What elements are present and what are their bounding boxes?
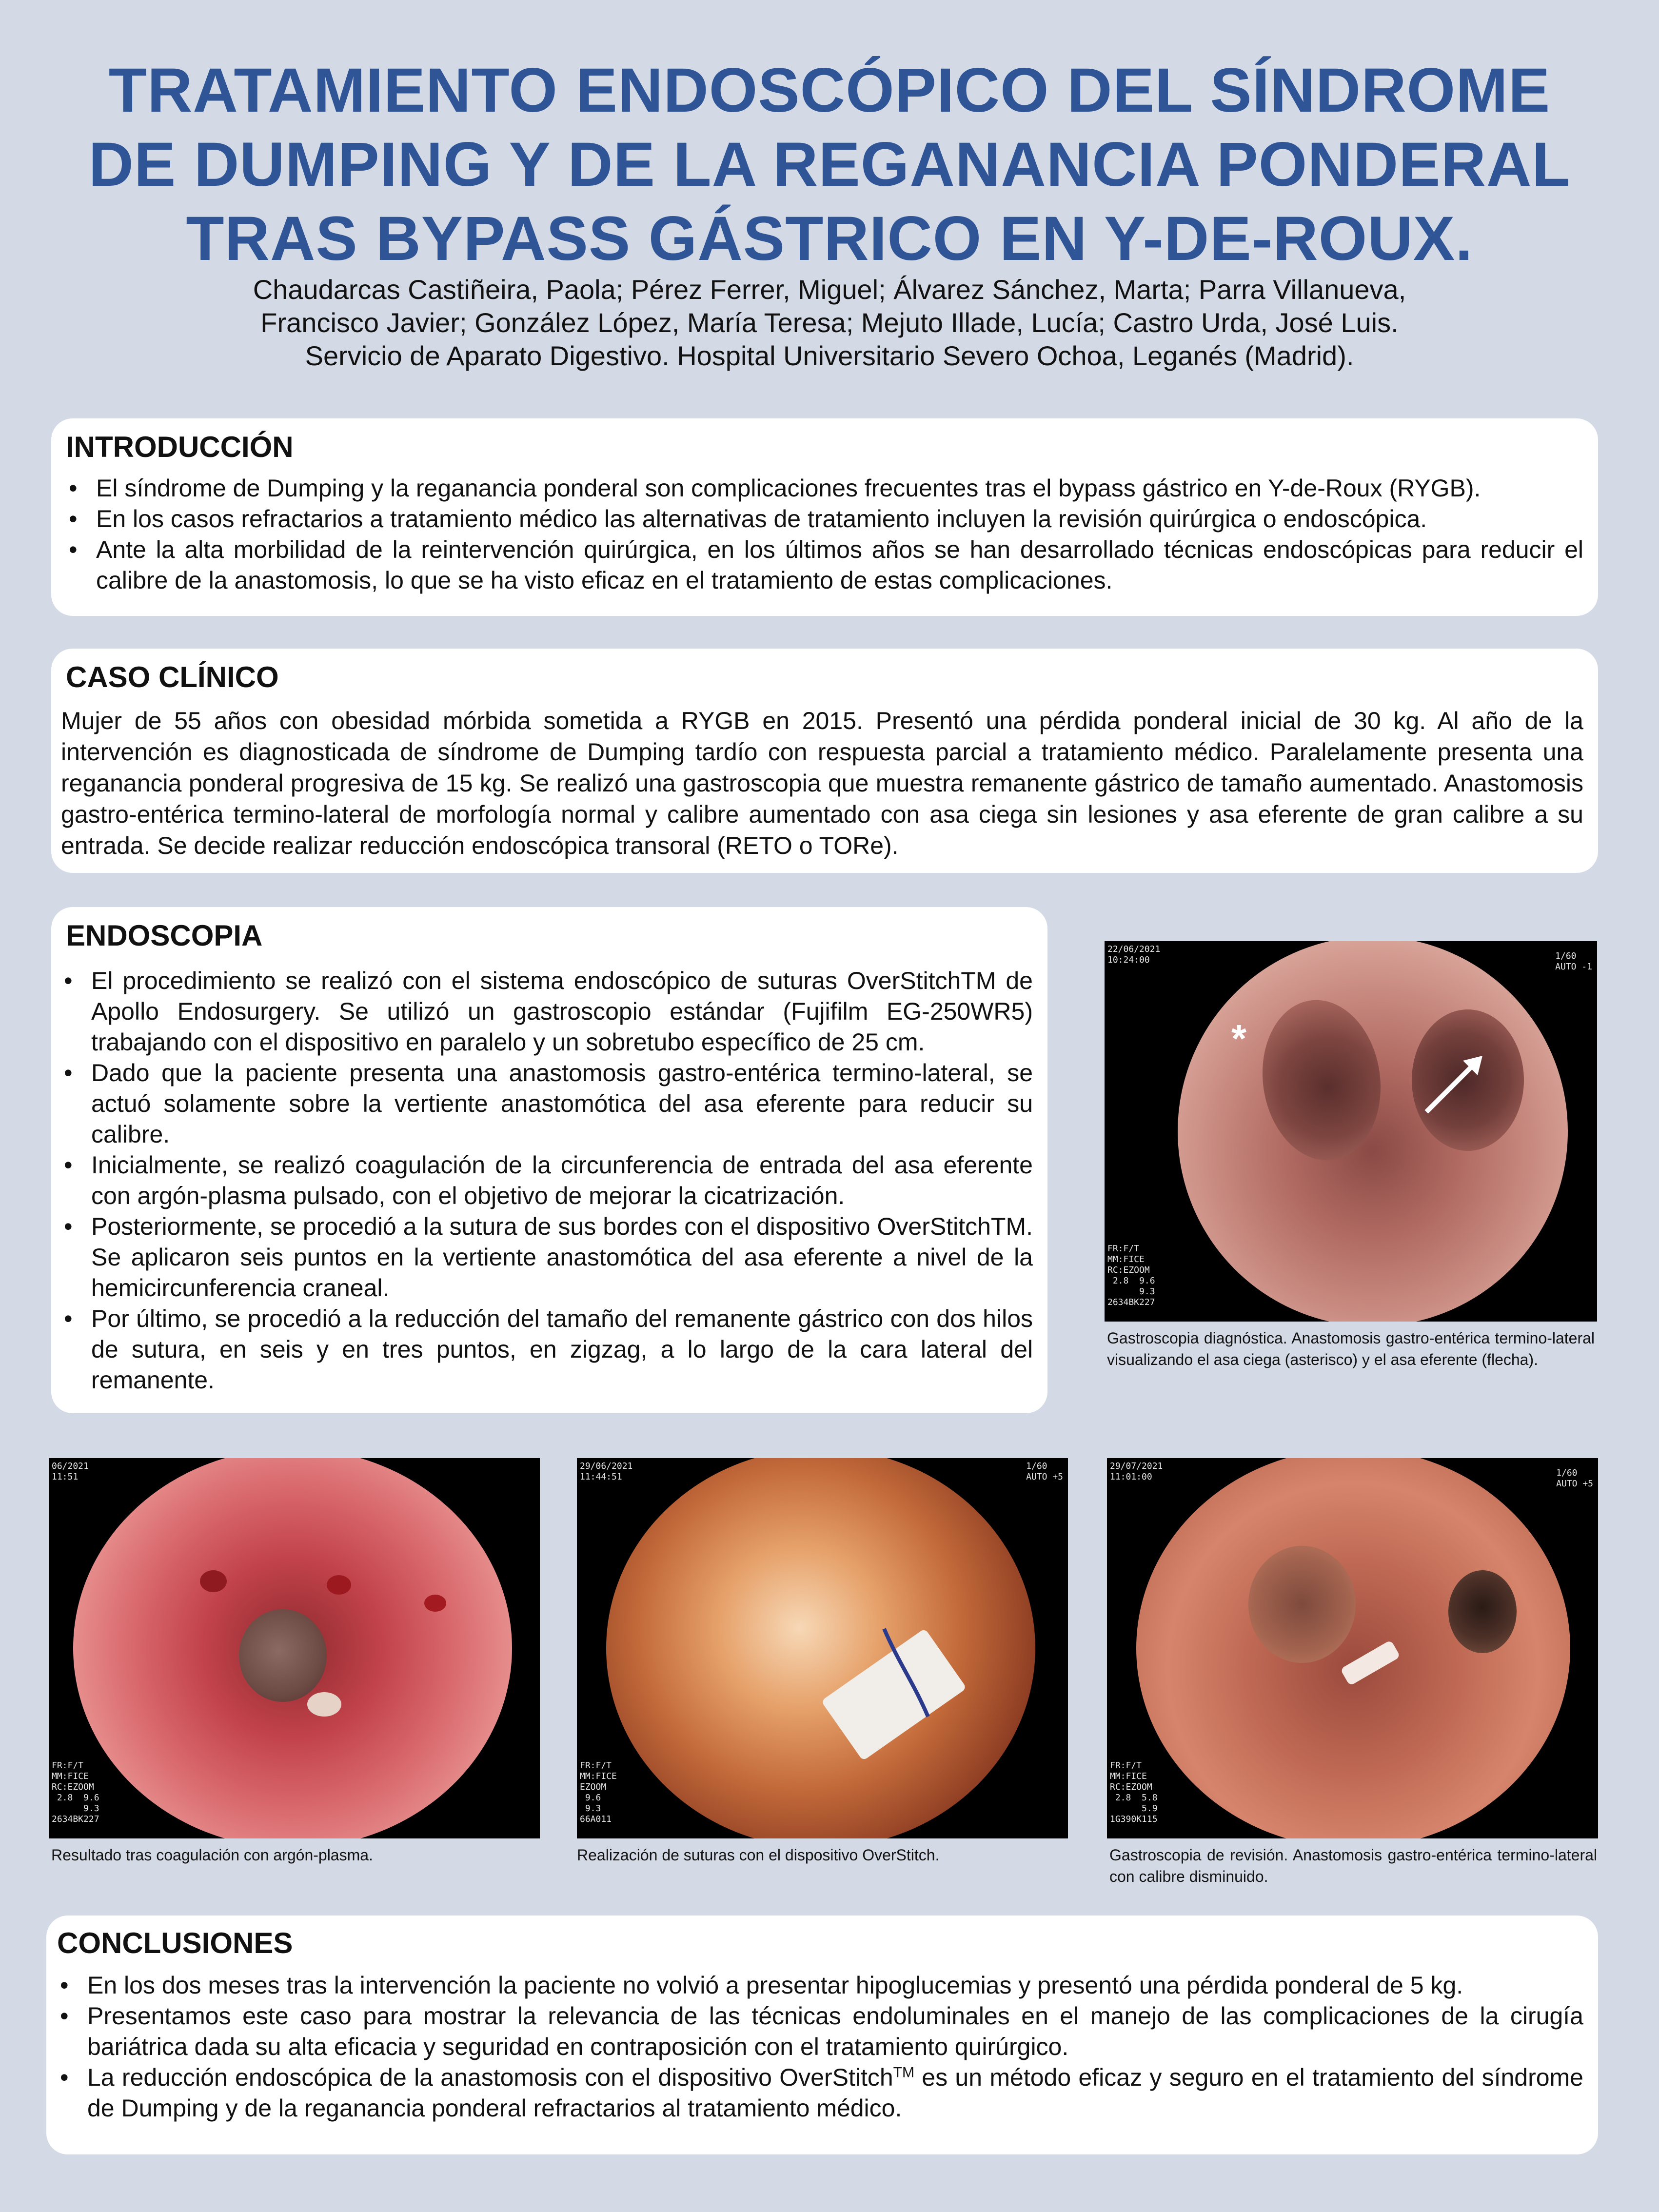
caso-clinico-section xyxy=(51,649,1598,873)
endoscopy-photo-suturing xyxy=(577,1458,1068,1838)
photo-overlay-device: FR:F/T MM:FICE RC:EZOOM 2.8 9.6 9.3 2634BK227 xyxy=(1107,1244,1155,1307)
photo-overlay-datetime: 29/07/2021 11:01:00 xyxy=(1110,1461,1163,1482)
trademark-superscript: TM xyxy=(893,2064,914,2081)
list-item: • En los casos refractarios a tratamiento médico las alternativas de tratamiento incluyen la revisión quirúrgica o endoscópica. xyxy=(66,504,1583,534)
caso-clinico-text: Mujer de 55 años con obesidad mórbida sometida a RYGB en 2015. Presentó una pérdida ponderal inicial de 30 kg. Al año de la intervención es diagnosticada de síndrome de Dumping tardío con respuesta parcial a tratamiento médico. Paralelamente presenta una reganancia ponderal progresiva de 15 kg. Se realizó una gastroscopia que muestra remanente gástrico de tamaño aumentado. Anastomosis gastro-entérica termino-lateral de morfología normal y calibre aumentado con asa ciega sin lesiones y asa eferente de gran calibre a su entrada. Se decide realizar reducción endoscópica transoral (RETO o TORe). xyxy=(61,707,1583,859)
poster-title xyxy=(49,54,1610,276)
blind-loop-lumen xyxy=(1252,992,1391,1168)
coagulation-spot xyxy=(200,1570,227,1592)
introduccion-list xyxy=(66,473,1583,596)
introduccion-heading: INTRODUCCIÓN xyxy=(66,431,294,463)
list-item: • El síndrome de Dumping y la reganancia ponderal son complicaciones frecuentes tras el bypass gástrico en Y-de-Roux (RYGB). xyxy=(66,473,1583,504)
authors-block xyxy=(49,273,1610,373)
suture-scar xyxy=(1340,1640,1401,1686)
photo-overlay-settings: 1/60 AUTO +5 xyxy=(1026,1461,1063,1482)
photo-overlay-device: FR:F/T MM:FICE RC:EZOOM 2.8 5.8 5.9 1G390K115 xyxy=(1110,1760,1158,1824)
coagulation-spot xyxy=(307,1692,341,1717)
affiliation-line: Servicio de Aparato Digestivo. Hospital Universitario Severo Ochoa, Leganés (Madrid). xyxy=(305,340,1354,371)
list-item: • Dado que la paciente presenta una anastomosis gastro-entérica termino-lateral, se actuó solamente sobre la vertiente anastomótica del asa eferente para reducir su calibre. xyxy=(61,1058,1033,1150)
conclusiones-list xyxy=(57,1970,1583,2124)
anastomosis-lumen xyxy=(239,1609,327,1702)
endoscopy-photo-argon-plasma xyxy=(49,1458,540,1838)
efferent-loop-lumen xyxy=(1448,1570,1517,1653)
photo-overlay-device: FR:F/T MM:FICE RC:EZOOM 2.8 9.6 9.3 2634BK227 xyxy=(52,1760,99,1824)
caso-clinico-heading: CASO CLÍNICO xyxy=(66,661,279,693)
endoscopia-heading: ENDOSCOPIA xyxy=(66,919,263,952)
conclusiones-section xyxy=(46,1916,1598,2154)
list-item: • Presentamos este caso para mostrar la relevancia de las técnicas endoluminales en el manejo de las complicaciones de la cirugía bariátrica dada su alta eficacia y seguridad en contraposición con el tratamiento quirúrgico. xyxy=(57,2001,1583,2062)
scope-view xyxy=(73,1458,512,1838)
title-line-2: DE DUMPING Y DE LA REGANANCIA PONDERAL xyxy=(88,130,1571,199)
endoscopy-photo-diagnostic xyxy=(1105,941,1597,1322)
list-item: • Inicialmente, se realizó coagulación de la circunferencia de entrada del asa eferente con argón-plasma pulsado, con el objetivo de mejorar la cicatrización. xyxy=(61,1150,1033,1211)
photo-overlay-settings: 1/60 AUTO -1 xyxy=(1555,951,1592,972)
photo-overlay-datetime: 06/2021 11:51 xyxy=(52,1461,89,1482)
suture-thread xyxy=(879,1624,938,1721)
coagulation-spot xyxy=(424,1595,446,1612)
scope-view xyxy=(1178,941,1568,1322)
list-item: • Por último, se procedió a la reducción del tamaño del remanente gástrico con dos hilos de sutura, en seis y en tres puntos, en zigzag, a lo largo de la cara lateral del remanente. xyxy=(61,1304,1033,1396)
authors-line-2: Francisco Javier; González López, María Teresa; Mejuto Illade, Lucía; Castro Urda, José Luis. xyxy=(260,307,1399,338)
conclusiones-heading: CONCLUSIONES xyxy=(57,1927,293,1959)
photo-overlay-datetime: 22/06/2021 10:24:00 xyxy=(1107,944,1161,965)
endoscopy-photo-follow-up xyxy=(1107,1458,1598,1838)
list-item: • El procedimiento se realizó con el sistema endoscópico de suturas OverStitchTM de Apollo Endosurgery. Se utilizó un gastroscopio estándar (Fujifilm EG-250WR5) trabajando con el dispositivo en paralelo y un sobretubo específico de 25 cm. xyxy=(61,966,1033,1058)
list-item xyxy=(57,2062,1583,2124)
list-item: • En los dos meses tras la intervención la paciente no volvió a presentar hipoglucemias y presentó una pérdida ponderal de 5 kg. xyxy=(57,1970,1583,2001)
scope-view xyxy=(606,1458,1035,1838)
title-line-1: TRATAMIENTO ENDOSCÓPICO DEL SÍNDROME xyxy=(108,56,1551,125)
photo-overlay-settings: 1/60 AUTO +5 xyxy=(1556,1468,1593,1489)
photo-overlay-datetime: 29/06/2021 11:44:51 xyxy=(580,1461,633,1482)
introduccion-section xyxy=(51,418,1598,616)
scope-view xyxy=(1136,1458,1570,1838)
blind-loop-lumen xyxy=(1248,1546,1356,1663)
asterisk-marker: * xyxy=(1231,1017,1247,1060)
arrow-icon xyxy=(1417,1048,1490,1122)
list-item: • Posteriormente, se procedió a la sutura de sus bordes con el dispositivo OverStitchTM. Se aplicaron seis puntos en la vertiente anastomótica del asa eferente a nivel de la hemicircunferencia craneal. xyxy=(61,1211,1033,1304)
endoscopia-section xyxy=(51,907,1047,1413)
authors-line-1: Chaudarcas Castiñeira, Paola; Pérez Ferrer, Miguel; Álvarez Sánchez, Marta; Parra Villanueva, xyxy=(253,274,1406,305)
figure-caption-argon-plasma: Resultado tras coagulación con argón-plasma. xyxy=(51,1846,373,1864)
figure-caption-follow-up: Gastroscopia de revisión. Anastomosis gastro-entérica termino-lateral con calibre disminuido. xyxy=(1109,1846,1597,1885)
list-item: • Ante la alta morbilidad de la reintervención quirúrgica, en los últimos años se han desarrollado técnicas endoscópicas para reducir el calibre de la anastomosis, lo que se ha visto eficaz en el tratamiento de estas complicaciones. xyxy=(66,534,1583,596)
endoscopia-list xyxy=(61,966,1033,1396)
title-line-3: TRAS BYPASS GÁSTRICO EN Y-DE-ROUX. xyxy=(186,204,1473,274)
conclusion-text: La reducción endoscópica de la anastomosis con el dispositivo OverStitch xyxy=(87,2064,893,2091)
figure-caption-suturing: Realización de suturas con el dispositivo OverStitch. xyxy=(577,1846,940,1864)
conclusion-text: es un método eficaz y seguro en el tratamiento del síndrome de Dumping y de la reganancia ponderal refractarios al tratamiento médico. xyxy=(87,2064,1583,2122)
coagulation-spot xyxy=(327,1575,351,1595)
photo-overlay-device: FR:F/T MM:FICE EZOOM 9.6 9.3 66A011 xyxy=(580,1760,617,1824)
figure-caption-diagnostic: Gastroscopia diagnóstica. Anastomosis gastro-entérica termino-lateral visualizando el asa ciega (asterisco) y el asa eferente (flecha). xyxy=(1107,1329,1595,1368)
